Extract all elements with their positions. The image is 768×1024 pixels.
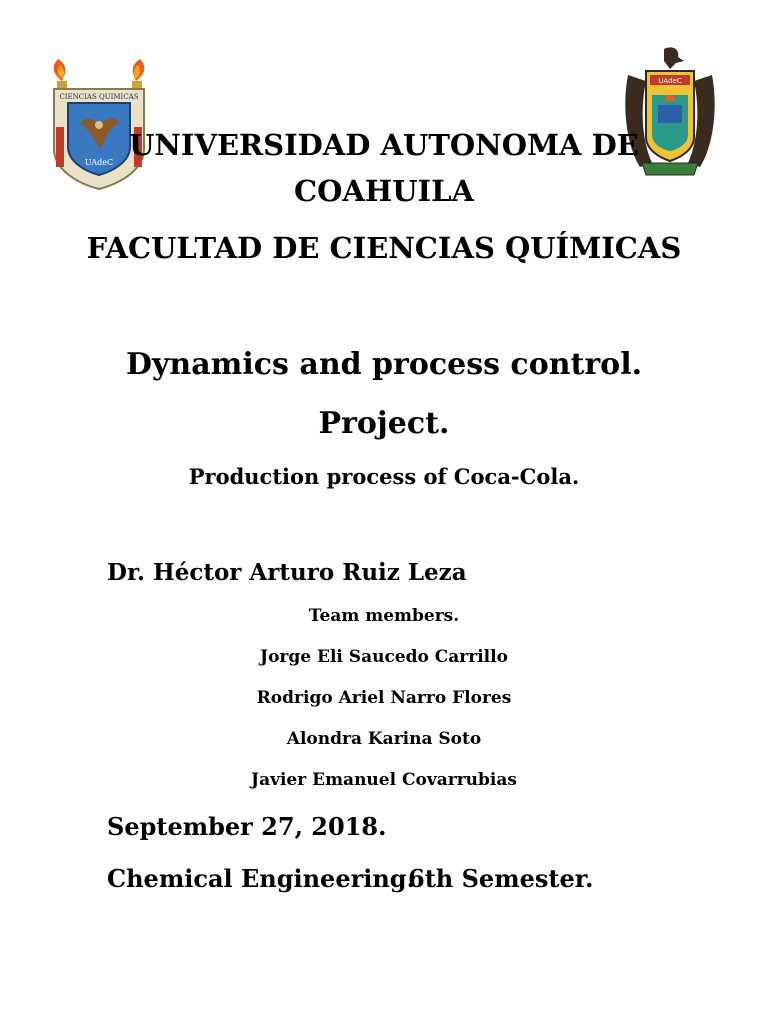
program-name: Chemical Engineering. [107, 864, 415, 893]
semester-label: 6th Semester. [408, 864, 594, 893]
university-name-line2: COAHUILA [294, 174, 474, 208]
svg-text:UAdeC: UAdeC [84, 158, 114, 167]
faculty-name: FACULTAD DE CIENCIAS QUÍMICAS [86, 231, 682, 265]
university-name-line1: UNIVERSIDAD AUTONOMA DE [129, 128, 639, 162]
submission-date: September 27, 2018. [107, 812, 387, 841]
team-member: Jorge Eli Saucedo Carrillo [260, 647, 508, 667]
uadec-crest-logo [620, 45, 720, 185]
svg-text:UAdeC: UAdeC [658, 77, 682, 85]
svg-text:CIENCIAS QUIMICAS: CIENCIAS QUIMICAS [59, 93, 139, 101]
team-member: Alondra Karina Soto [286, 729, 482, 749]
team-heading: Team members. [308, 606, 460, 626]
team-member: Javier Emanuel Covarrubias [251, 770, 517, 790]
professor-name: Dr. Héctor Arturo Ruiz Leza [107, 559, 467, 586]
project-label: Project. [318, 406, 450, 441]
course-title: Dynamics and process control. [125, 347, 643, 382]
project-topic: Production process of Coca-Cola. [188, 464, 580, 489]
ciencias-quimicas-logo [44, 57, 156, 192]
team-member: Rodrigo Ariel Narro Flores [256, 688, 512, 708]
